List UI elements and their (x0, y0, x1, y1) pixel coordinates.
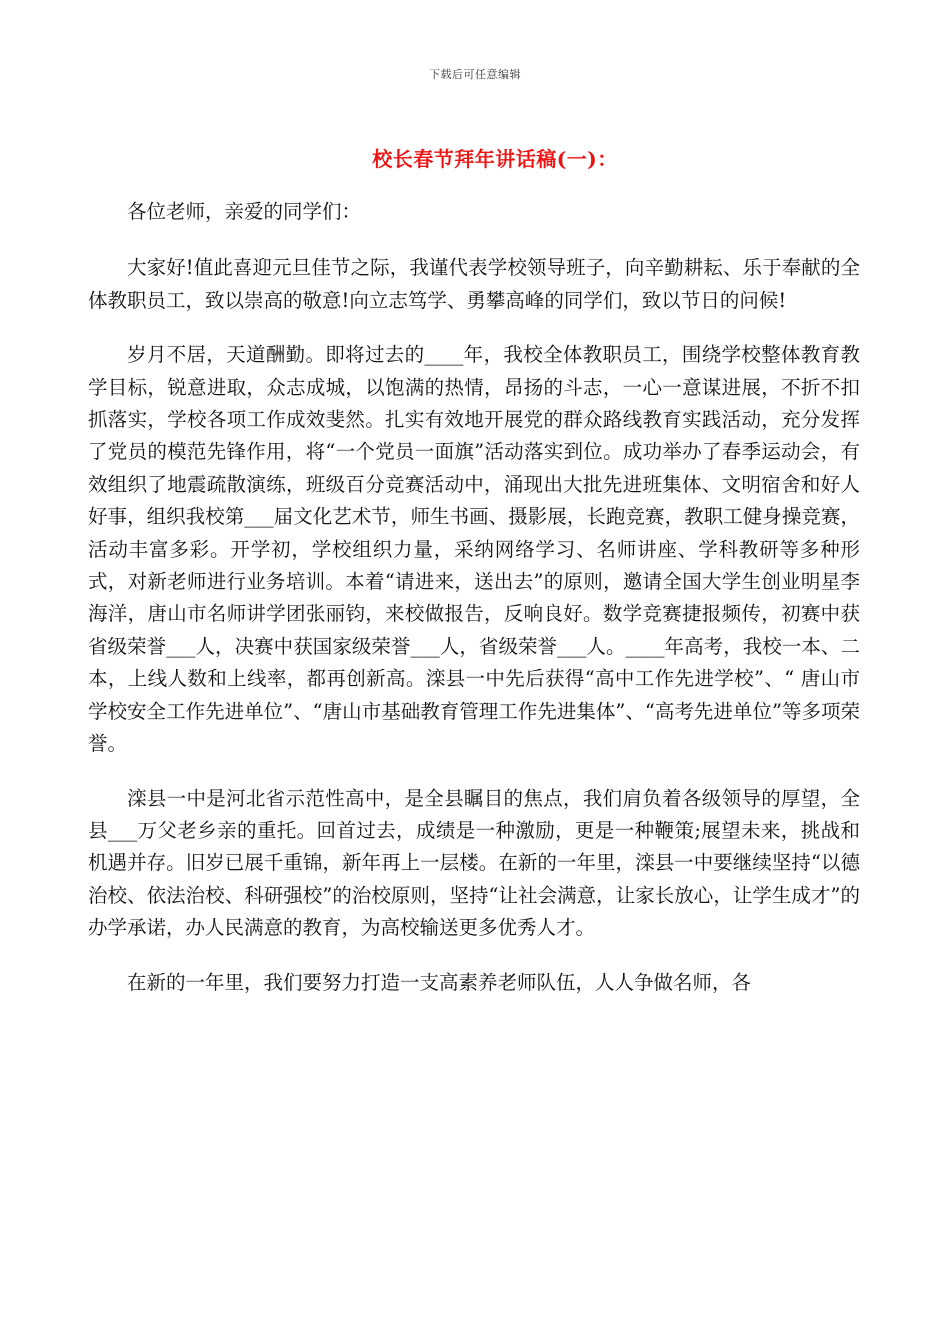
paragraph-4: 在新的一年里，我们要努力打造一支高素养老师队伍，人人争做名师，各 (127, 970, 752, 994)
document-body (88, 196, 860, 1021)
header-note: 下载后可任意编辑 (429, 68, 521, 81)
paragraph-3: 滦县一中是河北省示范性高中，是全县瞩目的焦点，我们肩负着各级领导的厚望，全县___万父老乡亲的重托。回首过去，成绩是一种激励，更是一种鞭策;展望未来，挑战和机遇并存。旧岁已展千重锦，新年再上一层楼。在新的一年里，滦县一中要继续坚持“以德治校、依法治校、科研强校”的治校原则，坚持“让社会满意，让家长放心，让学生成才”的办学承诺，办人民满意的教育，为高校输送更多优秀人才。 (88, 786, 860, 940)
greeting-line: 各位老师，亲爱的同学们： (127, 200, 362, 223)
document-title: 校长春节拜年讲话稿(一)： (372, 147, 618, 171)
paragraph-1: 大家好!值此喜迎元旦佳节之际，我谨代表学校领导班子，向辛勤耕耘、乐于奉献的全体教职员工，致以崇高的敬意!向立志笃学、勇攀高峰的同学们，致以节日的问候! (88, 256, 860, 312)
paragraph-2: 岁月不居，天道酬勤。即将过去的____年，我校全体教职员工，围绕学校整体教育教学目标，锐意进取，众志成城，以饱满的热情，昂扬的斗志，一心一意谋进展，不折不扣抓落实，学校各项工作成效斐然。扎实有效地开展党的群众路线教育实践活动，充分发挥了党员的模范先锋作用，将“一个党员一面旗”活动落实到位。成功举办了春季运动会，有效组织了地震疏散演练，班级百分竞赛活动中，涌现出大批先进班集体、文明宿舍和好人好事，组织我校第___届文化艺术节，师生书画、摄影展，长跑竞赛，教职工健身操竞赛，活动丰富多彩。开学初，学校组织力量，采纳网络学习、名师讲座、学科教研等多种形式，对新老师进行业务培训。本着“请进来，送出去”的原则，邀请全国大学生创业明星李海洋，唐山市名师讲学团张丽钧，来校做报告，反响良好。数学竞赛捷报频传，初赛中获省级荣誉___人，决赛中获国家级荣誉___人，省级荣誉___人。____年高考，我校一本、二本，上线人数和上线率，都再创新高。滦县一中先后获得“高中工作先进学校”、“ 唐山市学校安全工作先进单位”、“唐山市基础教育管理工作先进集体”、“高考先进单位”等多项荣誉。 (88, 343, 860, 756)
